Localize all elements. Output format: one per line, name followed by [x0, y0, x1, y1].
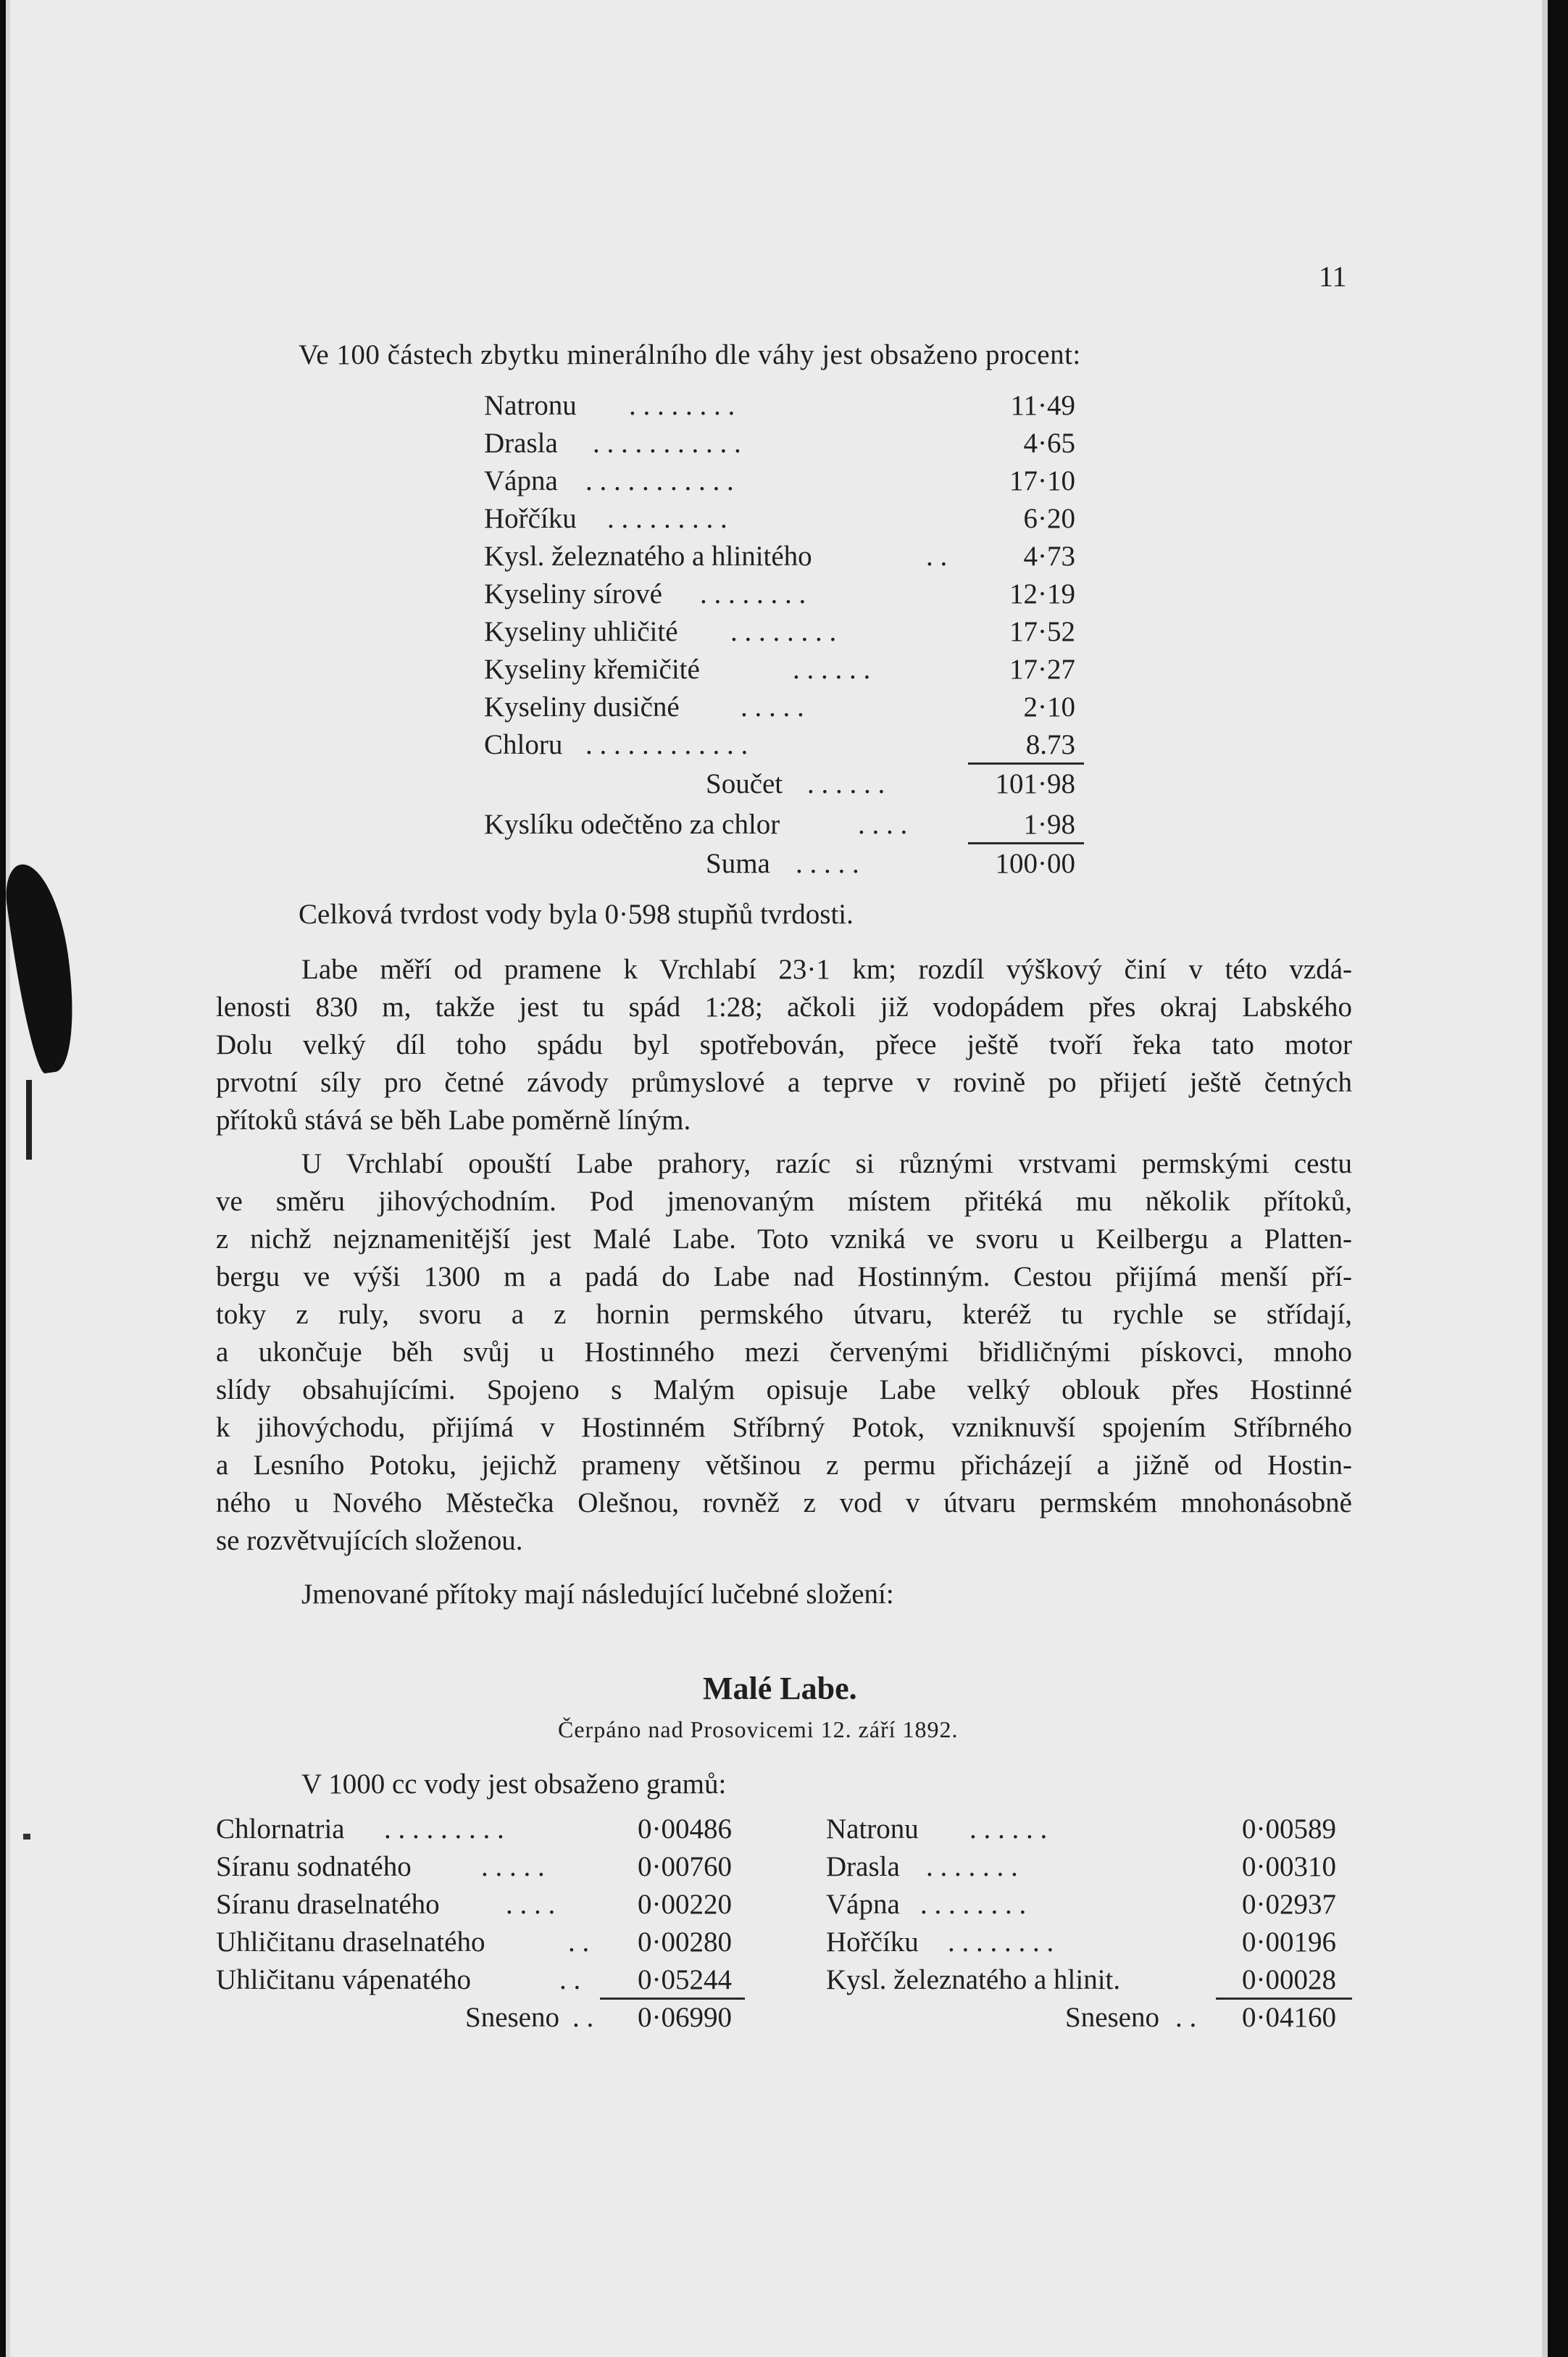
text-line: U Vrchlabí opouští Labe prahory, razíc si různými vrstvami permskými cestu [301, 1148, 1352, 1179]
residue-value: 4·73 [1023, 541, 1075, 572]
residue-label: Drasla [484, 428, 558, 459]
residue-label: Kyseliny uhličité [484, 616, 678, 647]
hardness-line: Celková tvrdost vody byla 0·598 stupňů tvrdosti. [299, 899, 854, 930]
total-value: 101·98 [995, 768, 1075, 799]
total-value: 1·98 [1023, 809, 1075, 840]
residue-label: Kyseliny dusičné [484, 691, 680, 723]
scan-blot-mark [6, 860, 84, 1075]
leader-dots: . . . . . . . . . [384, 1813, 504, 1845]
page-edge-left [6, 0, 10, 2357]
section-heading: Malé Labe. [703, 1671, 857, 1706]
total-value: 0·06990 [638, 2002, 732, 2033]
scan-line-mark [26, 1080, 32, 1160]
leader-dots: . . . . . . . . . . . [585, 465, 734, 496]
sum-rule [968, 762, 1084, 765]
leader-dots: . . . . . . [969, 1813, 1048, 1845]
leader-dots: . . . . . . . . . . . [593, 428, 741, 459]
residue-label: Kyseliny křemičité [484, 654, 700, 685]
composition-label: Natronu [826, 1813, 919, 1845]
total-label: Kyslíku odečtěno za chlor [484, 809, 780, 840]
residue-value: 6·20 [1023, 503, 1075, 534]
residue-value: 2·10 [1023, 691, 1075, 723]
residue-label: Chloru [484, 729, 563, 760]
leader-dots: . . . . . . . . [948, 1926, 1054, 1958]
residue-value: 4·65 [1023, 428, 1075, 459]
leader-dots: . . . . [858, 809, 908, 840]
paragraph-3: Jmenované přítoky mají následující lučebné složení: [301, 1579, 894, 1610]
residue-label: Natronu [484, 390, 577, 421]
page-number: 11 [1319, 260, 1347, 293]
text-line: toky z ruly, svoru a z hornin permského útvaru, kteréž tu rychle se střídají, [216, 1299, 1352, 1330]
leader-dots: . . . . . . . . [920, 1889, 1027, 1920]
composition-value: 0·00486 [638, 1813, 732, 1845]
composition-label: Kysl. železnatého a hlinit. [826, 1964, 1121, 1995]
leader-dots: . . . . . [741, 691, 804, 723]
text-line: se rozvětvujících složenou. [216, 1525, 523, 1556]
leader-dots: . . [1175, 2002, 1197, 2033]
composition-value: 0·00028 [1242, 1964, 1336, 1995]
leader-dots: . . . . . . . . [700, 578, 806, 610]
residue-value: 8.73 [1025, 729, 1075, 760]
total-label: Suma [706, 848, 770, 879]
leader-dots: . . [572, 2002, 594, 2033]
page-edge-right [1542, 0, 1548, 2357]
residue-label: Kysl. železnatého a hlinitého [484, 541, 812, 572]
residue-value: 17·27 [1009, 654, 1075, 685]
text-line: ve směru jihovýchodním. Pod jmenovaným místem přitéká mu několik přítoků, [216, 1186, 1352, 1217]
composition-value: 0·00220 [638, 1889, 732, 1920]
total-label: Součet [706, 768, 783, 799]
sum-rule [968, 842, 1084, 844]
leader-dots: . . . . . . . . . . . . [585, 729, 748, 760]
residue-value: 17·10 [1009, 465, 1075, 496]
composition-label: Hořčíku [826, 1926, 919, 1958]
composition-label: Uhličitanu draselnatého [216, 1926, 485, 1958]
leader-dots: . . . . . . [807, 768, 885, 799]
total-value: 100·00 [995, 848, 1075, 879]
text-line: ného u Nového Městečka Olešnou, rovněž z vod v útvaru permském mnohonásobně [216, 1487, 1352, 1518]
composition-label: Síranu sodnatého [216, 1851, 412, 1882]
composition-label: Drasla [826, 1851, 900, 1882]
section-intro: V 1000 cc vody jest obsaženo gramů: [301, 1768, 727, 1800]
residue-value: 17·52 [1009, 616, 1075, 647]
leader-dots: . . . . . . [793, 654, 871, 685]
residue-label: Kyseliny sírové [484, 578, 662, 610]
total-label: Sneseno [1065, 2002, 1159, 2033]
text-line: z nichž nejznamenitější jest Malé Labe. Toto vzniká ve svoru u Keilbergu a Platten- [216, 1223, 1352, 1255]
residue-label: Vápna [484, 465, 558, 496]
scan-dot-mark [23, 1834, 30, 1840]
composition-label: Uhličitanu vápenatého [216, 1964, 471, 1995]
composition-label: Vápna [826, 1889, 900, 1920]
text-line: a ukončuje běh svůj u Hostinného mezi červenými břidličnými pískovci, mnoho [216, 1337, 1352, 1368]
text-line: bergu ve výši 1300 m a padá do Labe nad Hostinným. Cestou přijímá menší pří- [216, 1261, 1352, 1292]
composition-value: 0·00760 [638, 1851, 732, 1882]
leader-dots: . . . . [506, 1889, 556, 1920]
composition-value: 0·05244 [638, 1964, 732, 1995]
document-page [6, 0, 1548, 2357]
text-line: a Lesního Potoku, jejichž prameny většinou z permu přicházejí a jižně od Hostin- [216, 1450, 1352, 1481]
composition-value: 0·00589 [1242, 1813, 1336, 1845]
text-line: Labe měří od pramene k Vrchlabí 23·1 km; rozdíl výškový činí v této vzdá- [301, 954, 1352, 985]
section-subheading: Čerpáno nad Prosovicemi 12. září 1892. [558, 1716, 959, 1742]
leader-dots: . . . . . . . . [629, 390, 735, 421]
residue-value: 11·49 [1010, 390, 1075, 421]
residue-intro: Ve 100 částech zbytku minerálního dle váhy jest obsaženo procent: [299, 339, 1081, 370]
total-value: 0·04160 [1242, 2002, 1336, 2033]
text-line: prvotní síly pro četné závody průmyslové a teprve v rovině po přijetí ještě četných [216, 1067, 1352, 1098]
residue-label: Hořčíku [484, 503, 577, 534]
leader-dots: . . [926, 541, 948, 572]
sum-rule [1216, 1998, 1352, 2000]
composition-label: Chlornatria [216, 1813, 345, 1845]
composition-value: 0·00196 [1242, 1926, 1336, 1958]
composition-label: Síranu draselnatého [216, 1889, 440, 1920]
text-line: lenosti 830 m, takže jest tu spád 1:28; ačkoli již vodopádem přes okraj Labského [216, 992, 1352, 1023]
leader-dots: . . . . . . . [926, 1851, 1018, 1882]
leader-dots: . . [568, 1926, 590, 1958]
leader-dots: . . . . . . . . . [607, 503, 727, 534]
composition-value: 0·02937 [1242, 1889, 1336, 1920]
text-line: Dolu velký díl toho spádu byl spotřebován, přece ještě tvoří řeka tato motor [216, 1029, 1352, 1060]
text-line: slídy obsahujícími. Spojeno s Malým opisuje Labe velký oblouk přes Hostinné [216, 1374, 1352, 1405]
sum-rule [600, 1998, 745, 2000]
residue-value: 12·19 [1009, 578, 1075, 610]
text-line: přítoků stává se běh Labe poměrně líným. [216, 1105, 691, 1136]
leader-dots: . . . . . [796, 848, 859, 879]
composition-value: 0·00280 [638, 1926, 732, 1958]
leader-dots: . . [559, 1964, 581, 1995]
text-line: k jihovýchodu, přijímá v Hostinném Stříbrný Potok, vzniknuvší spojením Stříbrného [216, 1412, 1352, 1443]
total-label: Sneseno [465, 2002, 559, 2033]
leader-dots: . . . . . [481, 1851, 545, 1882]
composition-value: 0·00310 [1242, 1851, 1336, 1882]
leader-dots: . . . . . . . . [730, 616, 837, 647]
